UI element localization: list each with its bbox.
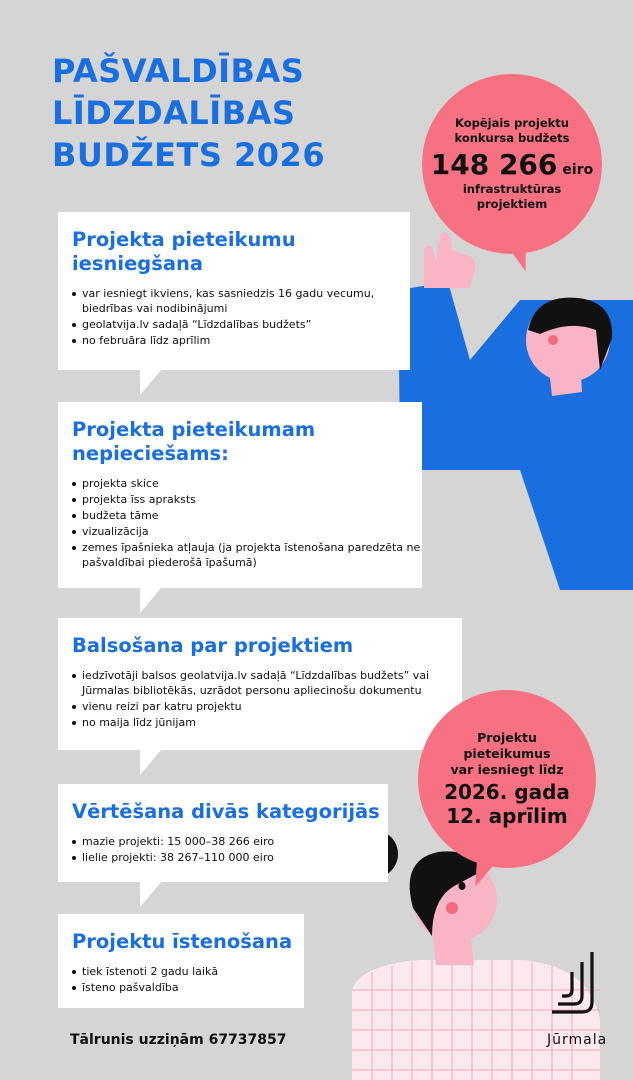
budget-bubble [422,74,602,254]
list-item: vienu reizi par katru projektu [72,699,462,714]
deadline-date-line-1: 2026. gada [444,780,570,804]
section-5-list [72,964,304,995]
section-3-heading-line-1: Balsošana par projektiem [72,634,354,657]
section-2-list [72,476,422,570]
section-implementation [58,914,304,1008]
section-evaluation [58,784,388,882]
section-4-heading-line-1: Vērtēšana divās kategorijās [72,800,380,823]
deadline-line-3: var iesniegt līdz [450,762,564,777]
section-1-list [72,286,410,348]
pointing-person-illustration [398,232,633,590]
jurmala-logo-text: Jūrmala [547,1032,608,1048]
list-item: projekta īss apraksts [72,492,422,507]
section-voting [58,618,462,750]
budget-unit: eiro [562,162,594,178]
section-1-notch [140,369,162,395]
section-3-heading [72,634,462,658]
section-1-heading [72,228,410,276]
title-line-1: PAŠVALDĪBAS [52,52,305,90]
section-2-notch [140,587,162,613]
section-application-submission [58,212,410,370]
section-3-notch [140,749,162,775]
section-4-list [72,834,388,865]
list-item: no februāra līdz aprīlim [72,333,410,348]
budget-bubble-line-3: infrastruktūras [462,182,562,196]
budget-bubble-line-1: Kopējais projektu [454,116,569,130]
deadline-line-1: Projektu [477,730,537,745]
section-application-requirements [58,402,422,588]
list-item: vizualizācija [72,524,422,539]
deadline-date-line-2: 12. aprīlim [446,804,568,828]
deadline-bubble [418,690,596,868]
budget-amount: 148 266 [430,148,558,181]
list-item: zemes īpašnieka atļauja (ja projekta īstenošana paredzēta ne pašvaldībai piederošā īpašumā) [72,540,422,570]
list-item: mazie projekti: 15 000–38 266 eiro [72,834,388,849]
jurmala-logo-icon [548,950,600,1022]
section-5-heading [72,930,304,954]
section-1-heading-line-1: Projekta pieteikumu [72,228,296,251]
section-3-list [72,668,462,730]
list-item: budžeta tāme [72,508,422,523]
budget-bubble-line-2: konkursa budžets [454,131,570,145]
list-item: no maija līdz jūnijam [72,715,462,730]
list-item: lielie projekti: 38 267–110 000 eiro [72,850,388,865]
section-1-heading-line-2: iesniegšana [72,252,204,275]
section-2-heading [72,418,422,466]
title-line-2: LĪDZDALĪBAS [52,94,296,132]
list-item: iedzīvotāji balsos geolatvija.lv sadaļā “Līdzdalības budžets” vai Jūrmalas bibliotēkās, uzrādot personu apliecinošu dokumentu [72,668,462,698]
deadline-line-2: pieteikumus [463,746,551,761]
title-line-3: BUDŽETS 2026 [52,136,326,174]
budget-amount-row [431,150,593,180]
list-item: īsteno pašvaldība [72,980,304,995]
list-item: tiek īstenoti 2 gadu laikā [72,964,304,979]
budget-bubble-line-4: projektiem [476,197,548,211]
section-4-notch [140,881,162,907]
list-item: projekta skice [72,476,422,491]
section-2-heading-line-2: nepieciešams: [72,442,229,465]
section-4-heading [72,800,388,824]
section-5-heading-line-1: Projektu īstenošana [72,930,293,953]
list-item: var iesniegt ikviens, kas sasniedzis 16 gadu vecumu, biedrības vai nodibinājumi [72,286,410,316]
list-item: geolatvija.lv sadaļā “Līdzdalības budžets” [72,317,410,332]
section-2-heading-line-1: Projekta pieteikumam [72,418,316,441]
phone-info: Tālrunis uzziņām 67737857 [70,1032,287,1048]
